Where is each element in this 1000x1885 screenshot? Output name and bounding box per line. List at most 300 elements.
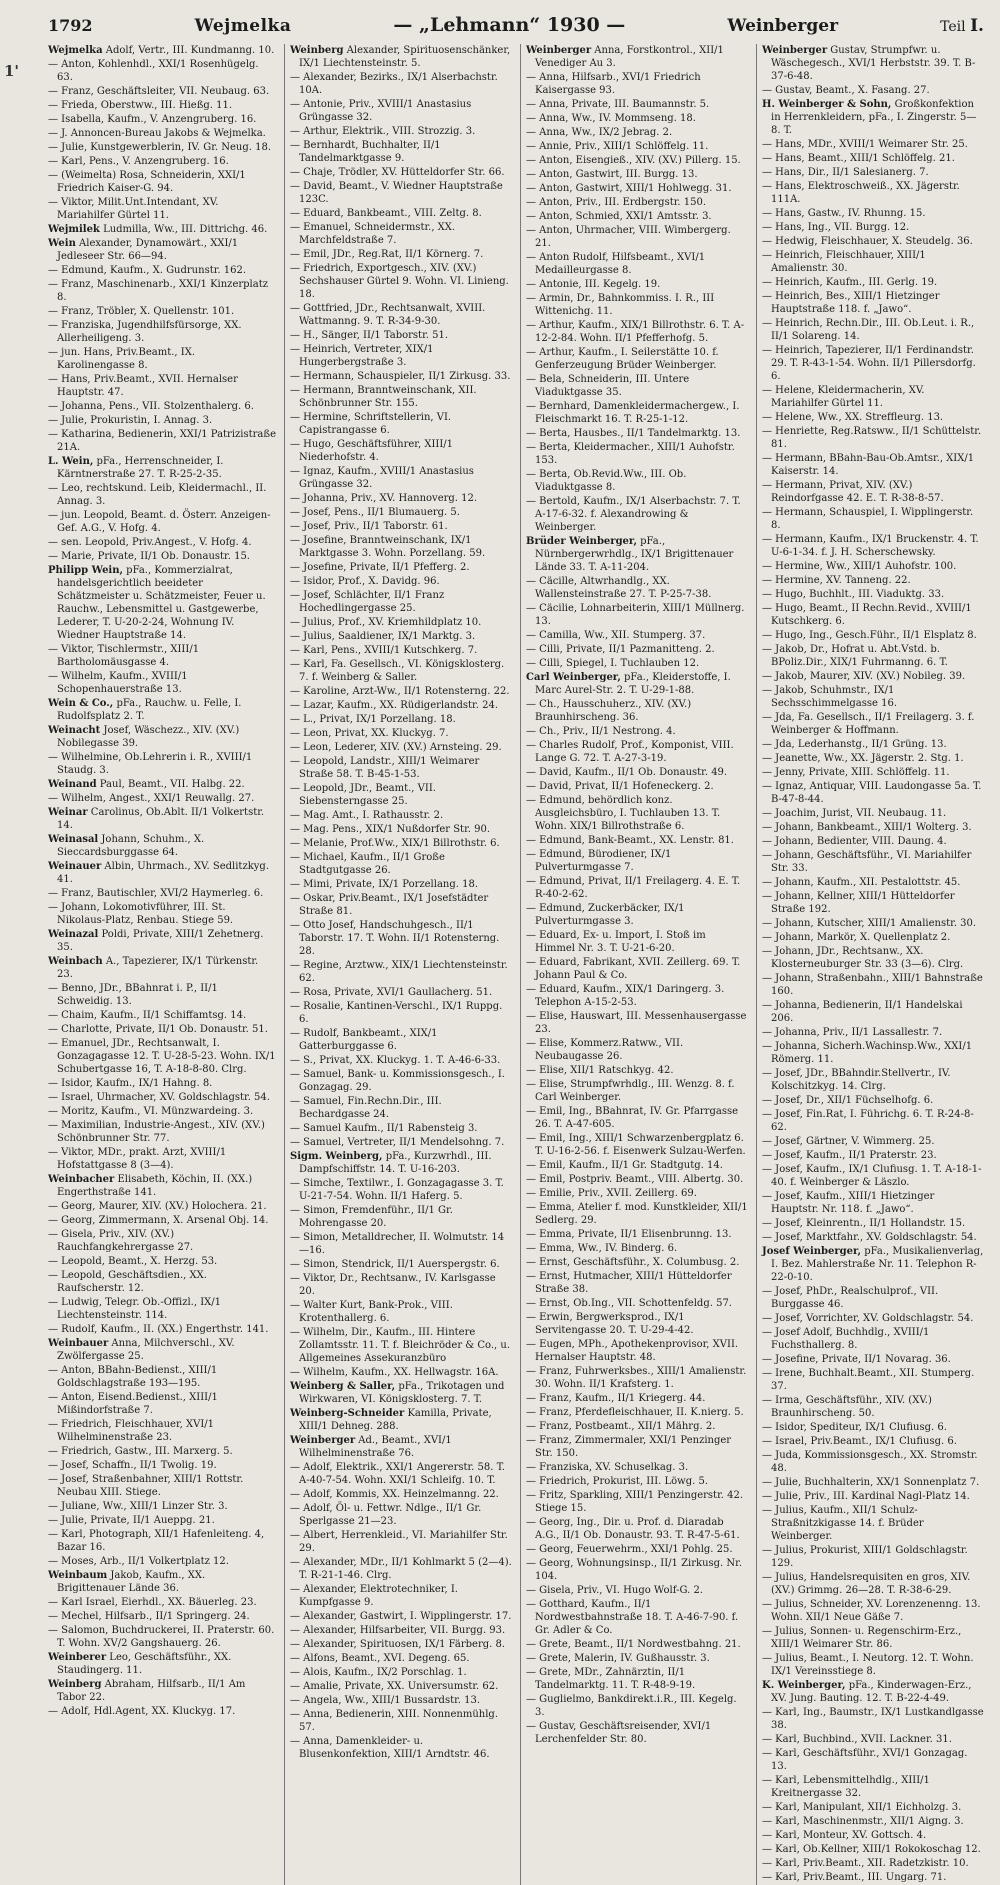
entry-text: — jun. Leopold, Beamt. d. Österr. Anzeigen-Gef. A.G., V. Hofg. 4. bbox=[48, 510, 271, 534]
entry-text: — Eduard, Kaufm., XIX/1 Daringerg. 3. Telephon A-15-2-53. bbox=[526, 984, 725, 1008]
entry-text: — Hermine, Ww., XIII/1 Auhofstr. 100. bbox=[762, 561, 957, 572]
entry-text: — Ignaz, Antiquar, VIII. Laudongasse 5a. T. B-47-8-44. bbox=[762, 781, 982, 805]
directory-entry bbox=[48, 887, 276, 900]
directory-entry bbox=[762, 1598, 984, 1624]
directory-entry bbox=[526, 1270, 748, 1296]
directory-entry bbox=[762, 670, 984, 683]
directory-entry bbox=[48, 346, 276, 372]
directory-entry bbox=[48, 455, 276, 481]
directory-entry bbox=[762, 235, 984, 248]
directory-entry bbox=[290, 465, 512, 491]
directory-entry bbox=[526, 154, 748, 167]
directory-entry bbox=[48, 778, 276, 791]
directory-entry bbox=[526, 210, 748, 223]
directory-entry bbox=[48, 643, 276, 669]
directory-entry bbox=[48, 169, 276, 195]
entry-text: — Hans, Gastw., IV. Rhunng. 15. bbox=[762, 208, 926, 219]
entry-text: — Samuel Kaufm., II/1 Rabensteig 3. bbox=[290, 1123, 478, 1134]
directory-entry bbox=[290, 1488, 512, 1501]
entry-text: — jun. Hans, Priv.Beamt., IX. Karolinengasse 8. bbox=[48, 347, 195, 371]
directory-entry bbox=[762, 643, 984, 669]
entry-text: pFa., Kurzwrhdl., III. Dampfschiffstr. 14. T. U-16-203. bbox=[299, 1151, 492, 1175]
entry-text: — Heinrich, Rechn.Dir., III. Ob.Leut. i. R., II/1 Solareng. 14. bbox=[762, 318, 975, 342]
entry-text: — Edmund, Bank-Beamt., XX. Lenstr. 81. bbox=[526, 835, 734, 846]
directory-entry bbox=[48, 127, 276, 140]
directory-entry bbox=[526, 224, 748, 250]
entry-text: — Josef, PhDr., Realschulprof., VII. Burggasse 46. bbox=[762, 1286, 939, 1310]
entry-text: — Arthur, Elektrik., VIII. Strozzig. 3. bbox=[290, 126, 476, 137]
directory-entry bbox=[526, 834, 748, 847]
directory-entry bbox=[290, 919, 512, 958]
entry-surname: Weinberg-Schneider bbox=[290, 1408, 405, 1419]
entry-text: — Karl, Ing., Baumstr., IX/1 Lustkandlgasse 38. bbox=[762, 1707, 984, 1731]
directory-entry bbox=[762, 1843, 984, 1856]
directory-entry bbox=[762, 1190, 984, 1216]
directory-entry bbox=[48, 1569, 276, 1595]
directory-entry bbox=[48, 428, 276, 454]
directory-entry bbox=[526, 1064, 748, 1077]
entry-text: — David, Beamt., V. Wiedner Hauptstraße 123C. bbox=[290, 181, 503, 205]
entry-text: — Franz, Postbeamt., XII/1 Mährg. 2. bbox=[526, 1421, 716, 1432]
directory-entry bbox=[762, 972, 984, 998]
directory-entry bbox=[526, 1078, 748, 1104]
directory-entry bbox=[762, 1326, 984, 1352]
entry-text: — Alexander, Gastwirt, I. Wipplingerstr. 17. bbox=[290, 1611, 512, 1622]
directory-entry bbox=[762, 1706, 984, 1732]
entry-surname: Josef Weinberger, bbox=[762, 1246, 862, 1257]
directory-entry bbox=[290, 1610, 512, 1623]
entry-text: — Hermann, BBahn-Bau-Ob.Amtsr., XIX/1 Kaiserstr. 14. bbox=[762, 453, 975, 477]
entry-text: — Gottfried, JDr., Rechtsanwalt, XVIII. Wattmanng. 9. T. R-34-9-30. bbox=[290, 303, 486, 327]
directory-entry bbox=[526, 739, 748, 765]
entry-text: — Mimi, Private, IX/1 Porzellang. 18. bbox=[290, 879, 479, 890]
entry-text: — Jakob, Schuhmstr., IX/1 Sechsschimmelgasse 16. bbox=[762, 685, 898, 709]
directory-entry bbox=[290, 1231, 512, 1257]
entry-surname: Weinbacher bbox=[48, 1174, 115, 1185]
directory-entry bbox=[290, 1204, 512, 1230]
entry-text: pFa., Kinderwagen-Erz., XV. Jung. Bauting. 12. T. B-22-4-49. bbox=[771, 1680, 972, 1704]
directory-entry bbox=[290, 1095, 512, 1121]
entry-text: — Regine, Arztww., XIX/1 Liechtensteinstr. 62. bbox=[290, 960, 508, 984]
directory-entry bbox=[290, 1624, 512, 1637]
directory-entry bbox=[762, 780, 984, 806]
directory-column-2 bbox=[284, 44, 512, 1885]
entry-text: — Edmund, Privat, II/1 Freilagerg. 4. E. T. R-40-2-62. bbox=[526, 876, 741, 900]
entry-text: — Anton, Gastwirt, III. Burgg. 13. bbox=[526, 169, 698, 180]
directory-entry bbox=[762, 766, 984, 779]
directory-entry bbox=[290, 1694, 512, 1707]
entry-text: — Franz, Pferdefleischhauer, II. K.nierg. 5. bbox=[526, 1407, 744, 1418]
entry-text: — Simon, Metalldrecher, II. Wolmutstr. 14—16. bbox=[290, 1232, 505, 1256]
entry-text: — Ernst, Ob.Ing., VII. Schottenfeldg. 57. bbox=[526, 1298, 732, 1309]
entry-text: — Edmund, Kaufm., X. Gudrunstr. 162. bbox=[48, 265, 247, 276]
directory-entry bbox=[762, 1449, 984, 1475]
directory-entry bbox=[762, 207, 984, 220]
entry-text: — Karl, Photograph, XII/1 Hafenleiteng. 4, Bazar 16. bbox=[48, 1529, 265, 1553]
directory-entry bbox=[526, 1228, 748, 1241]
entry-text: — Julius, Prof., XV. Kriemhildplatz 10. bbox=[290, 617, 482, 628]
entry-text: — Benno, JDr., BBahnrat i. P., II/1 Schweidig. 13. bbox=[48, 983, 218, 1007]
entry-text: — Melanie, Prof.Ww., XIX/1 Billrothstr. 6. bbox=[290, 838, 500, 849]
entry-text: — Otto Josef, Handschuhgesch., II/1 Taborstr. 17. T. Wohn. II/1 Rotensterng. 28. bbox=[290, 920, 500, 957]
entry-text: — Johanna, Pens., VII. Stolzenthalerg. 6. bbox=[48, 401, 254, 412]
entry-text: — Anna, Hilfsarb., XVI/1 Friedrich Kaisergasse 93. bbox=[526, 72, 701, 96]
directory-entry bbox=[48, 536, 276, 549]
directory-entry bbox=[762, 1421, 984, 1434]
directory-entry bbox=[48, 955, 276, 981]
directory-entry bbox=[762, 1367, 984, 1393]
directory-entry bbox=[526, 848, 748, 874]
entry-text: Kamilla, Private, XIII/1 Dehneg. 288. bbox=[299, 1408, 492, 1432]
directory-entry bbox=[290, 1054, 512, 1067]
entry-text: — Wilhelmine, Ob.Lehrerin i. R., XVIII/1 Staudg. 3. bbox=[48, 752, 253, 776]
entry-text: — Guglielmo, Bankdirekt.i.R., III. Kegelg. 3. bbox=[526, 1694, 737, 1718]
directory-entry bbox=[526, 251, 748, 277]
right-guide-word: Weinberger bbox=[727, 16, 839, 36]
directory-entry bbox=[762, 317, 984, 343]
directory-entry bbox=[290, 713, 512, 726]
directory-entry bbox=[762, 1067, 984, 1093]
entry-surname: Weinar bbox=[48, 807, 88, 818]
entry-text: — Helene, Ww., XX. Streffleurg. 13. bbox=[762, 412, 944, 423]
entry-text: — Josef, JDr., BBahndir.Stellvertr., IV. Kolschitzkyg. 14. Clrg. bbox=[762, 1068, 951, 1092]
directory-entry bbox=[762, 835, 984, 848]
directory-entry bbox=[290, 699, 512, 712]
directory-entry bbox=[48, 928, 276, 954]
directory-entry bbox=[526, 278, 748, 291]
entry-surname: Weinberg bbox=[48, 1679, 102, 1690]
directory-entry bbox=[290, 755, 512, 781]
directory-entry bbox=[48, 1555, 276, 1568]
entry-text: — Hermann, Schauspiel, I. Wipplingerstr. 8. bbox=[762, 507, 974, 531]
entry-text: — Israel, Priv.Beamt., IX/1 Clufiusg. 6. bbox=[762, 1436, 957, 1447]
entry-text: — Emilie, Priv., XVII. Zeillerg. 69. bbox=[526, 1188, 697, 1199]
entry-text: — Georg, Wohnungsinsp., II/1 Zirkusg. Nr. 104. bbox=[526, 1558, 743, 1582]
directory-entry bbox=[290, 329, 512, 342]
directory-entry bbox=[48, 1705, 276, 1718]
entry-surname: Weinberg & Saller, bbox=[290, 1381, 396, 1392]
directory-entry bbox=[290, 741, 512, 754]
directory-entry bbox=[762, 1245, 984, 1284]
directory-entry bbox=[290, 851, 512, 877]
directory-entry bbox=[290, 166, 512, 179]
entry-text: — Alexander, Hilfsarbeiter, VII. Burgg. 93. bbox=[290, 1625, 506, 1636]
directory-entry bbox=[526, 182, 748, 195]
directory-entry bbox=[48, 414, 276, 427]
entry-text: — Camilla, Ww., XII. Stumperg. 37. bbox=[526, 630, 706, 641]
directory-entry bbox=[290, 44, 512, 70]
directory-entry bbox=[762, 1747, 984, 1773]
entry-text: — Hans, Priv.Beamt., XVII. Hernalser Hauptstr. 47. bbox=[48, 374, 238, 398]
directory-entry bbox=[526, 140, 748, 153]
entry-text: — Friedrich, Gastw., III. Marxerg. 5. bbox=[48, 1446, 233, 1457]
entry-surname: Weinazal bbox=[48, 929, 99, 940]
entry-text: — Johanna, Sicherh.Wachinsp.Ww., XXI/1 Römerg. 11. bbox=[762, 1041, 973, 1065]
entry-text: — Alexander, MDr., II/1 Kohlmarkt 5 (2—4). T. R-21-1-46. Clrg. bbox=[290, 1557, 512, 1581]
directory-entry bbox=[290, 207, 512, 220]
directory-entry bbox=[290, 1068, 512, 1094]
entry-text: — Leon, Lederer, XIV. (XV.) Arnsteing. 29. bbox=[290, 742, 502, 753]
entry-text: — Jeanette, Ww., XX. Jägerstr. 2. Stg. 1. bbox=[762, 753, 964, 764]
directory-entry bbox=[290, 1299, 512, 1325]
directory-entry bbox=[290, 492, 512, 505]
directory-entry bbox=[762, 1353, 984, 1366]
directory-entry bbox=[762, 180, 984, 206]
entry-text: — Heinrich, Kaufm., III. Gerlg. 19. bbox=[762, 277, 938, 288]
entry-text: — H., Sänger, II/1 Taborstr. 51. bbox=[290, 330, 449, 341]
entry-text: — Samuel, Fin.Rechn.Dir., III. Bechardgasse 24. bbox=[290, 1096, 442, 1120]
directory-entry bbox=[526, 373, 748, 399]
entry-text: — Isabella, Kaufm., V. Anzengruberg. 16. bbox=[48, 114, 257, 125]
directory-entry bbox=[48, 833, 276, 859]
entry-surname: Weinbaum bbox=[48, 1570, 108, 1581]
directory-entry bbox=[526, 725, 748, 738]
entry-text: — Josef, Priv., II/1 Taborstr. 61. bbox=[290, 521, 448, 532]
entry-text: — Annie, Priv., XIII/1 Schlöffelg. 11. bbox=[526, 141, 709, 152]
directory-entry bbox=[290, 1502, 512, 1528]
directory-entry bbox=[526, 1652, 748, 1665]
entry-text: — Julius, Saaldiener, IX/1 Marktg. 3. bbox=[290, 631, 476, 642]
entry-text: — Michael, Kaufm., II/1 Große Stadtgutgasse 26. bbox=[290, 852, 445, 876]
entry-text: — Heinrich, Fleischhauer, XIII/1 Amalienstr. 30. bbox=[762, 250, 926, 274]
directory-entry bbox=[526, 780, 748, 793]
entry-text: — Johanna, Priv., II/1 Lassallestr. 7. bbox=[762, 1027, 943, 1038]
entry-text: — Viktor, Dr., Rechtsanw., IV. Karlsgasse 20. bbox=[290, 1273, 496, 1297]
directory-entry bbox=[48, 482, 276, 508]
directory-entry bbox=[290, 506, 512, 519]
directory-entry bbox=[762, 1435, 984, 1448]
directory-entry bbox=[762, 560, 984, 573]
directory-entry bbox=[48, 751, 276, 777]
entry-text: — Bernhardt, Buchhalter, II/1 Tandelmarktgasse 9. bbox=[290, 140, 441, 164]
entry-text: Poldi, Private, XIII/1 Zehetnerg. 35. bbox=[57, 929, 264, 953]
entry-text: — Adolf, Kommis, XX. Heinzelmanng. 22. bbox=[290, 1489, 499, 1500]
entry-surname: Wejmelka bbox=[48, 45, 103, 56]
directory-entry bbox=[48, 550, 276, 563]
entry-surname: Weinbauer bbox=[48, 1338, 109, 1349]
directory-entry bbox=[48, 670, 276, 696]
directory-entry bbox=[762, 945, 984, 971]
directory-entry bbox=[48, 982, 276, 1008]
entry-text: — Israel, Uhrmacher, XV. Goldschlagstr. 54. bbox=[48, 1092, 270, 1103]
entry-text: — Erwin, Bergwerksprod., IX/1 Servitengasse 20. T. U-29-4-42. bbox=[526, 1312, 694, 1336]
directory-entry bbox=[762, 588, 984, 601]
directory-entry bbox=[290, 370, 512, 383]
entry-text: — Rudolf, Bankbeamt., XIX/1 Gatterburggasse 6. bbox=[290, 1028, 438, 1052]
entry-text: — Isidor, Spediteur, IX/1 Clufiusg. 6. bbox=[762, 1422, 947, 1433]
directory-entry bbox=[526, 1720, 748, 1746]
entry-text: — Alexander, Bezirks., IX/1 Alserbachstr. 10A. bbox=[290, 72, 498, 96]
directory-entry bbox=[48, 1610, 276, 1623]
entry-text: — Julie, Private, II/1 Aueppg. 21. bbox=[48, 1515, 215, 1526]
entry-text: — Simche, Textilwr., I. Gonzagagasse 3. T. U-21-7-54. Wohn. II/1 Haferg. 5. bbox=[290, 1178, 504, 1202]
directory-entry bbox=[762, 1026, 984, 1039]
entry-text: — Hedwig, Fleischhauer, X. Steudelg. 36. bbox=[762, 236, 973, 247]
entry-text: — Josefine, Private, II/1 Novarag. 36. bbox=[762, 1354, 951, 1365]
directory-entry bbox=[762, 1504, 984, 1543]
directory-entry bbox=[762, 849, 984, 875]
entry-text: — Julie, Kunstgewerblerin, IV. Gr. Neug. 18. bbox=[48, 142, 272, 153]
entry-text: — Edmund, behördlich konz. Ausgleichsbüro, I. Tuchlauben 13. T. Wohn. XIX/1 Billrothstraße 6. bbox=[526, 795, 721, 832]
entry-text: — Lazar, Kaufm., XX. Rüdigerlandstr. 24. bbox=[290, 700, 499, 711]
directory-entry bbox=[48, 1077, 276, 1090]
entry-text: — Karl, Pens., V. Anzengruberg. 16. bbox=[48, 156, 229, 167]
entry-text: — L., Privat, IX/1 Porzellang. 18. bbox=[290, 714, 456, 725]
part-label bbox=[940, 16, 984, 36]
entry-text: Ad., Beamt., XVI/1 Wilhelminenstraße 76. bbox=[299, 1435, 452, 1459]
part-label-text: Teil bbox=[940, 19, 966, 35]
directory-entry bbox=[526, 1584, 748, 1597]
directory-entry bbox=[526, 1638, 748, 1651]
directory-entry bbox=[526, 1338, 748, 1364]
entry-text: — Elise, XII/1 Ratschkyg. 42. bbox=[526, 1065, 674, 1076]
entry-text: — Franz, Bautischler, XVI/2 Haymerleg. 6. bbox=[48, 888, 264, 899]
directory-entry bbox=[48, 1146, 276, 1172]
entry-text: — Emma, Ww., IV. Binderg. 6. bbox=[526, 1243, 678, 1254]
directory-entry bbox=[762, 602, 984, 628]
directory-entry bbox=[762, 876, 984, 889]
entry-text: — Gisela, Priv., VI. Hugo Wolf-G. 2. bbox=[526, 1585, 704, 1596]
directory-entry bbox=[290, 1529, 512, 1555]
directory-entry bbox=[48, 697, 276, 723]
entry-text: — Johann, Bedienter, VIII. Daung. 4. bbox=[762, 836, 947, 847]
directory-entry bbox=[290, 986, 512, 999]
directory-entry bbox=[526, 983, 748, 1009]
directory-entry bbox=[526, 1434, 748, 1460]
entry-text: — Gustav, Geschäftsreisender, XVI/1 Lerchenfelder Str. 80. bbox=[526, 1721, 712, 1745]
directory-entry bbox=[762, 344, 984, 383]
directory-column-3 bbox=[520, 44, 748, 1885]
entry-text: — Rosa, Private, XVI/1 Gaullacherg. 51. bbox=[290, 987, 493, 998]
entry-text: — Adolf, Hdl.Agent, XX. Kluckyg. 17. bbox=[48, 1706, 236, 1717]
directory-entry bbox=[762, 711, 984, 737]
entry-text: — Chaim, Kaufm., II/1 Schiffamtsg. 14. bbox=[48, 1010, 247, 1021]
entry-text: — Emanuel, JDr., Rechtsanwalt, I. Gonzagagasse 12. T. U-28-5-23. Wohn. IX/1 Schubertgasse 16, T. A-18-8-80. Clrg. bbox=[48, 1038, 276, 1075]
directory-entry bbox=[762, 931, 984, 944]
entry-text: Anna, Milchverschl., XV. Zwölfergasse 25. bbox=[57, 1338, 235, 1362]
entry-text: — Franz, Kaufm., II/1 Kriegerg. 44. bbox=[526, 1393, 706, 1404]
directory-entry bbox=[48, 278, 276, 304]
directory-entry bbox=[526, 1557, 748, 1583]
directory-entry bbox=[48, 400, 276, 413]
entry-text: — Leon, Privat, XX. Kluckyg. 7. bbox=[290, 728, 449, 739]
entry-text: Adolf, Vertr., III. Kundmanng. 10. bbox=[105, 45, 275, 56]
directory-entry bbox=[290, 1652, 512, 1665]
entry-surname: Wein bbox=[48, 238, 76, 249]
entry-text: — Emil, Kaufm., II/1 Gr. Stadtgutg. 14. bbox=[526, 1160, 723, 1171]
directory-entry bbox=[762, 1733, 984, 1746]
directory-entry bbox=[48, 806, 276, 832]
directory-entry bbox=[762, 1163, 984, 1189]
running-title: — „Lehmann“ 1930 — bbox=[393, 14, 626, 36]
entry-text: — Friedrich, Exportgesch., XIV. (XV.) Sechshauser Gürtel 9. Wohn. VI. Linieng. 18. bbox=[290, 263, 509, 300]
directory-entry bbox=[290, 302, 512, 328]
directory-entry bbox=[762, 152, 984, 165]
entry-text: — Emma, Atelier f. mod. Kunstkleider, XII/1 Sedlerg. 29. bbox=[526, 1202, 748, 1226]
directory-entry bbox=[526, 441, 748, 467]
directory-entry bbox=[48, 564, 276, 642]
directory-entry bbox=[526, 1010, 748, 1036]
entry-surname: Weinbach bbox=[48, 956, 103, 967]
entry-text: Großkonfektion in Herrenkleidern, pFa., I. Zingerstr. 5—8. T. bbox=[771, 99, 977, 136]
entry-text: — Chaje, Trödler, XV. Hütteldorfer Str. 66. bbox=[290, 167, 505, 178]
entry-surname: Weinberger bbox=[290, 1435, 356, 1446]
entry-text: Ludmilla, Ww., III. Dittrichg. 46. bbox=[103, 224, 268, 235]
entry-text: — Johann, Kellner, XIII/1 Hütteldorfer Straße 192. bbox=[762, 891, 955, 915]
entry-text: — David, Privat, II/1 Hofeneckerg. 2. bbox=[526, 781, 714, 792]
directory-entry bbox=[290, 892, 512, 918]
entry-surname: K. Weinberger, bbox=[762, 1680, 846, 1691]
entry-text: — Hermine, XV. Tanneng. 22. bbox=[762, 575, 911, 586]
directory-entry bbox=[762, 1217, 984, 1230]
directory-entry bbox=[526, 1365, 748, 1391]
entry-text: — Elise, Strumpfwrhdlg., III. Wenzg. 8. f. Carl Weinberger. bbox=[526, 1079, 735, 1103]
entry-text: — Elise, Kommerz.Ratww., VII. Neubaugasse 26. bbox=[526, 1038, 684, 1062]
entry-text: — Karl, Lebensmittelhdlg., XIII/1 Kreitnergasse 32. bbox=[762, 1775, 930, 1799]
directory-entry bbox=[526, 400, 748, 426]
directory-entry bbox=[48, 1269, 276, 1295]
directory-entry bbox=[290, 384, 512, 410]
entry-text: — Ch., Hausschuherz., XIV. (XV.) Braunhirscheng. 36. bbox=[526, 699, 692, 723]
directory-entry bbox=[48, 1214, 276, 1227]
directory-entry bbox=[290, 823, 512, 836]
entry-text: — Jakob, Dr., Hofrat u. Abt.Vstd. b. BPoliz.Dir., XIX/1 Fuhrmanng. 6. T. bbox=[762, 644, 948, 668]
directory-entry bbox=[526, 794, 748, 833]
entry-surname: Weinberer bbox=[48, 1652, 107, 1663]
entry-text: — Alexander, Elektrotechniker, I. Kumpfgasse 9. bbox=[290, 1584, 458, 1608]
directory-entry bbox=[762, 1312, 984, 1325]
directory-entry bbox=[762, 574, 984, 587]
entry-text: — Franziska, XV. Schuselkag. 3. bbox=[526, 1462, 689, 1473]
directory-entry bbox=[762, 1135, 984, 1148]
entry-text: — Josef, Schlächter, II/1 Franz Hochedlingergasse 25. bbox=[290, 590, 445, 614]
directory-entry bbox=[48, 724, 276, 750]
directory-entry bbox=[762, 1652, 984, 1678]
entry-text: — Josef, Dr., XII/1 Füchselhofg. 6. bbox=[762, 1095, 934, 1106]
entry-text: — Ernst, Geschäftsführ., X. Columbusg. 2. bbox=[526, 1257, 740, 1268]
entry-text: — Julius, Kaufm., XII/1 Schulz-Straßnitzkigasse 14. f. Brüder Weinberger. bbox=[762, 1505, 924, 1542]
entry-text: — Emma, Private, II/1 Elisenbrunng. 13. bbox=[526, 1229, 732, 1240]
directory-entry bbox=[526, 71, 748, 97]
directory-entry bbox=[48, 1200, 276, 1213]
entry-text: — Viktor, Milit.Unt.Intendant, XV. Mariahilfer Gürtel 11. bbox=[48, 197, 219, 221]
directory-entry bbox=[762, 999, 984, 1025]
directory-entry bbox=[290, 221, 512, 247]
entry-text: — Karl, Pens., XVIII/1 Kutschkerg. 7. bbox=[290, 645, 478, 656]
directory-entry bbox=[290, 630, 512, 643]
entry-text: — Johann, Geschäftsführ., VI. Mariahilfer Str. 33. bbox=[762, 850, 972, 874]
entry-text: — Josef, Schaffn., II/1 Twolig. 19. bbox=[48, 1460, 217, 1471]
entry-text: — Hermann, Kaufm., IX/1 Bruckenstr. 4. T. U-6-1-34. f. J. H. Scherschewsky. bbox=[762, 534, 979, 558]
directory-entry bbox=[526, 671, 748, 697]
directory-entry bbox=[526, 346, 748, 372]
directory-entry bbox=[762, 1625, 984, 1651]
left-guide-word: Wejmelka bbox=[194, 16, 292, 36]
entry-text: — Josef, Kleinrentn., II/1 Hollandstr. 15. bbox=[762, 1218, 966, 1229]
directory-entry bbox=[526, 1598, 748, 1637]
entry-text: — Hans, MDr., XVIII/1 Weimarer Str. 25. bbox=[762, 139, 968, 150]
directory-entry bbox=[526, 1201, 748, 1227]
directory-entry bbox=[526, 657, 748, 670]
entry-text: — Emil, Postpriv. Beamt., VIII. Albertg. 30. bbox=[526, 1174, 744, 1185]
directory-entry bbox=[762, 221, 984, 234]
directory-entry bbox=[762, 1231, 984, 1244]
entry-text: Alexander, Dynamowärt., XXI/1 Jedleseer Str. 66—94. bbox=[57, 238, 239, 262]
entry-text: — Bertold, Kaufm., IX/1 Alserbachstr. 7. T. A-17-6-32. f. Alexandrowing & Weinberger. bbox=[526, 496, 741, 533]
directory-entry bbox=[762, 1801, 984, 1814]
directory-entry bbox=[290, 1177, 512, 1203]
directory-entry bbox=[762, 1774, 984, 1800]
